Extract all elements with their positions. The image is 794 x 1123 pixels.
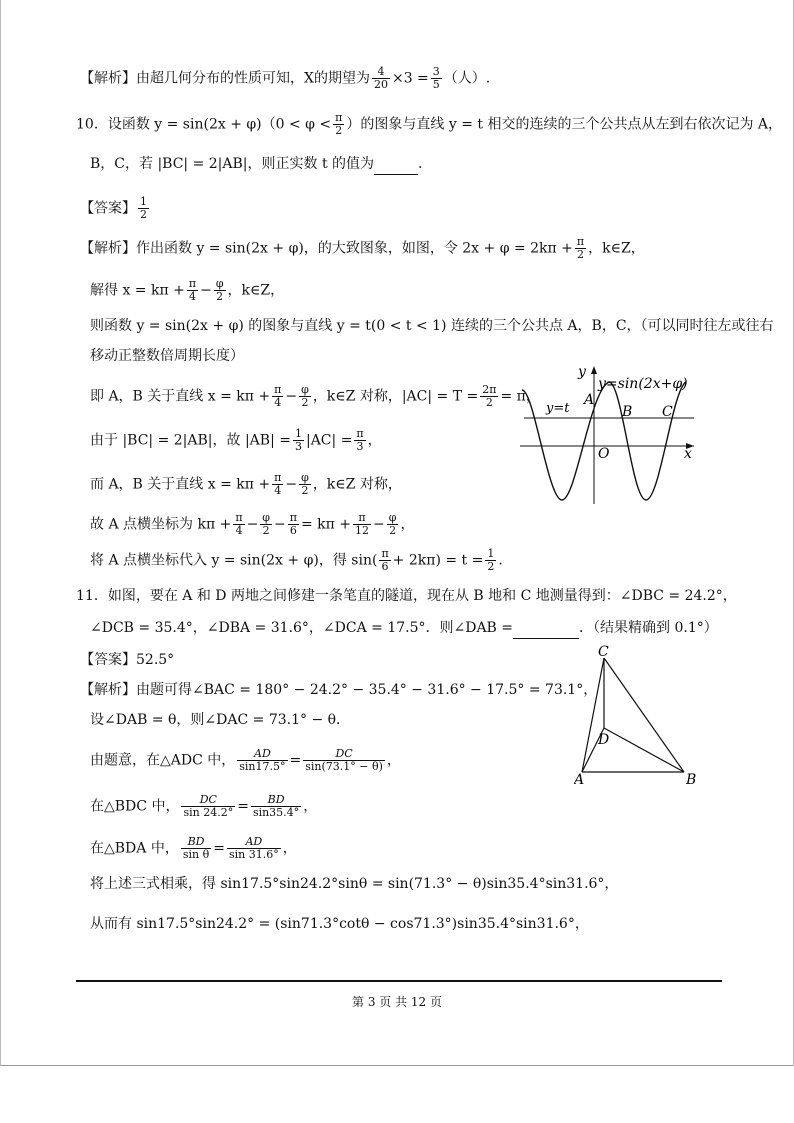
fraction: $\frac{AD}{\sin 17.5^\circ}$ [239, 747, 286, 773]
text: ， [386, 752, 401, 769]
vertex-c-label: C [598, 644, 609, 660]
text: ， [303, 798, 318, 815]
solution-11-line-2 [90, 710, 350, 730]
fraction: $\frac{\varphi}{2}$ [215, 277, 224, 303]
text: 移动正整数倍周期长度） [90, 348, 244, 364]
answer-10 [80, 196, 151, 221]
fraction: $\frac{1}{2}$ [487, 547, 495, 573]
text: − [246, 516, 259, 533]
text: ， [367, 432, 382, 449]
text: 则函数 y = sin(2x + φ) 的图象与直线 y = t(0 < t < 1) 连续的三个公共点 A，B，C，（可以同时往左或往右 [90, 318, 774, 334]
question-11-line-1 [76, 586, 737, 606]
solution-10-line-4 [90, 346, 244, 366]
fraction: $\frac{\pi}{4}$ [274, 383, 282, 409]
text: ×3 = [391, 70, 429, 87]
y-axis-arrow [591, 366, 597, 374]
solution-11-line-3 [90, 748, 401, 773]
fraction: $\frac{\pi}{4}$ [274, 471, 282, 497]
point-b-label: B [622, 404, 633, 420]
solution-11-line-6 [90, 874, 618, 894]
fraction: $\frac{\pi}{4}$ [235, 511, 243, 537]
text: ，k∈Z 对称，|AC| = T = [312, 388, 479, 405]
solution-9-line [80, 66, 490, 91]
text: 由于 |BC| = 2|AB|，故 |AB| = [90, 432, 291, 449]
fraction: $\frac{4}{20}$ [373, 65, 388, 91]
text: = [237, 798, 249, 815]
text: − [200, 282, 212, 299]
text: 11．如图，要在 A 和 D 两地之间修建一条笔直的隧道，现在从 B 地和 C 地测量得到：∠DBC = 24.2°， [76, 588, 737, 604]
fraction: $\frac{DC}{\sin 24.2^\circ}$ [183, 793, 234, 819]
text: = kπ + [300, 516, 352, 533]
fraction: $\frac{BD}{\text{sin θ}}$ [182, 835, 210, 861]
edge-cb [604, 658, 684, 772]
text: − [285, 476, 298, 493]
vertex-b-label: B [686, 772, 697, 788]
fraction: $\frac{1}{3}$ [294, 427, 302, 453]
page-number: 第 3 页 共 12 页 [352, 995, 442, 1009]
fraction: $\frac{\varphi}{2}$ [301, 383, 309, 409]
text: ）的图象与直线 y = t 相交的连续的三个公共点从左到右依次记为 A， [346, 116, 783, 133]
solution-10-line-6 [90, 428, 382, 453]
fraction: $\frac{DC}{\sin(73.1^\circ - \theta)}$ [305, 747, 383, 773]
text: − [373, 516, 385, 533]
text: 10．设函数 y = sin(2x + φ)（0 < φ < [76, 116, 332, 133]
fraction: $\frac{AD}{\sin 31.6^\circ}$ [228, 835, 279, 861]
solution-10-line-1 [80, 236, 645, 261]
text: 在△BDC 中， [90, 798, 180, 815]
text: ，k∈Z， [588, 240, 645, 257]
edge-bd [604, 728, 684, 772]
triangle-figure [574, 642, 704, 788]
solution-11-line-1 [80, 680, 597, 700]
fraction: $\frac{\pi}{3}$ [356, 427, 364, 453]
answer-blank [513, 618, 579, 639]
fraction: $\frac{\pi}{4}$ [188, 277, 197, 303]
fraction: $\frac{\varphi}{2}$ [262, 511, 270, 537]
fraction: $\frac{1}{2}$ [140, 195, 147, 221]
fraction: $\frac{\pi}{2}$ [335, 111, 343, 137]
text: − [274, 516, 286, 533]
text: 在△BDA 中， [90, 840, 179, 857]
text: ， [400, 516, 415, 533]
point-c-label: C [662, 404, 673, 420]
text: 【解析】作出函数 y = sin(2x + φ)，的大致图象，如图，令 2x + φ = 2kπ + [80, 240, 573, 257]
solution-10-line-3 [90, 316, 774, 336]
text: 故 A 点横坐标为 kπ + [90, 516, 232, 533]
fraction: $\frac{\pi}{6}$ [381, 547, 389, 573]
fraction: $\frac{\varphi}{2}$ [388, 511, 397, 537]
solution-10-line-5 [90, 384, 540, 409]
curve-label: y=sin(2x+φ) [598, 376, 688, 392]
text: B，C，若 |BC| = 2|AB|，则正实数 t 的值为 [90, 156, 375, 172]
fraction: $\frac{\varphi}{2}$ [301, 471, 309, 497]
solution-10-line-8 [90, 512, 414, 537]
text: 设∠DAB = θ，则∠DAC = 73.1° − θ． [90, 712, 351, 728]
text: 从而有 sin17.5°sin24.2° = (sin71.3°cotθ − cos71.3°)sin35.4°sin31.6°， [90, 916, 589, 932]
text: 解得 x = kπ + [90, 282, 185, 299]
text: 将上述三式相乘，得 sin17.5°sin24.2°sinθ = sin(71.3° − θ)sin35.4°sin31.6°， [90, 876, 619, 892]
text: ．（结果精确到 0.1°） [579, 620, 718, 636]
text: 【解析】由题可得∠BAC = 180° − 24.2° − 35.4° − 31.6° − 17.5° = 73.1°， [80, 682, 598, 698]
edge-ca [582, 658, 604, 772]
solution-11-line-7 [90, 914, 589, 934]
origin-label: O [598, 446, 610, 462]
fraction: $\frac{\pi}{6}$ [289, 511, 297, 537]
text: 【答案】52.5° [80, 652, 175, 668]
question-10-line-2 [90, 154, 423, 175]
text: ， [282, 840, 297, 857]
point-a-label: A [584, 392, 595, 408]
footer-rule [76, 980, 722, 982]
vertex-a-label: A [574, 772, 585, 788]
text: ，k∈Z， [227, 282, 285, 299]
text: 【解析】由超几何分布的性质可知，X的期望为 [80, 70, 370, 87]
answer-blank [374, 154, 418, 175]
line-label: y=t [546, 401, 570, 416]
text: = π， [500, 388, 540, 405]
fraction: $\frac{BD}{\sin 35.4^\circ}$ [252, 793, 300, 819]
sine-curve [522, 382, 686, 500]
fraction: $\frac{\pi}{2}$ [576, 235, 585, 261]
sine-graph-figure [514, 362, 700, 508]
vertex-d-label: D [598, 732, 610, 748]
x-axis-label: x [684, 446, 692, 462]
text: ，k∈Z 对称， [312, 476, 402, 493]
answer-11 [80, 650, 174, 670]
question-10-line-1 [76, 112, 782, 137]
text: = [289, 752, 302, 769]
solution-10-line-2 [90, 278, 284, 303]
text: − [285, 388, 298, 405]
solution-11-line-4 [90, 794, 317, 819]
solution-10-line-7 [90, 472, 402, 497]
solution-10-line-9 [90, 548, 503, 573]
text: + 2kπ) = t = [392, 552, 484, 569]
answer-label: 【答案】 [80, 200, 136, 217]
text: . [498, 552, 503, 569]
text: 将 A 点横坐标代入 y = sin(2x + φ)，得 sin( [90, 552, 378, 569]
text: 由题意，在△ADC 中， [90, 752, 236, 769]
text: |AC| = [305, 432, 353, 449]
question-11-line-2 [90, 618, 718, 639]
fraction: $\frac{3}{5}$ [432, 65, 440, 91]
text: 即 A，B 关于直线 x = kπ + [90, 388, 271, 405]
text: 而 A，B 关于直线 x = kπ + [90, 476, 271, 493]
text: ∠DCB = 35.4°，∠DBA = 31.6°，∠DCA = 17.5°．则∠DAB = [90, 620, 514, 636]
text: （人）. [443, 70, 491, 87]
text: = [213, 840, 225, 857]
text: . [418, 156, 423, 172]
y-axis-label: y [578, 364, 586, 380]
fraction: $\frac{\pi}{12}$ [355, 511, 370, 537]
solution-11-line-5 [90, 836, 297, 861]
fraction: $\frac{2\pi}{2}$ [482, 383, 497, 409]
